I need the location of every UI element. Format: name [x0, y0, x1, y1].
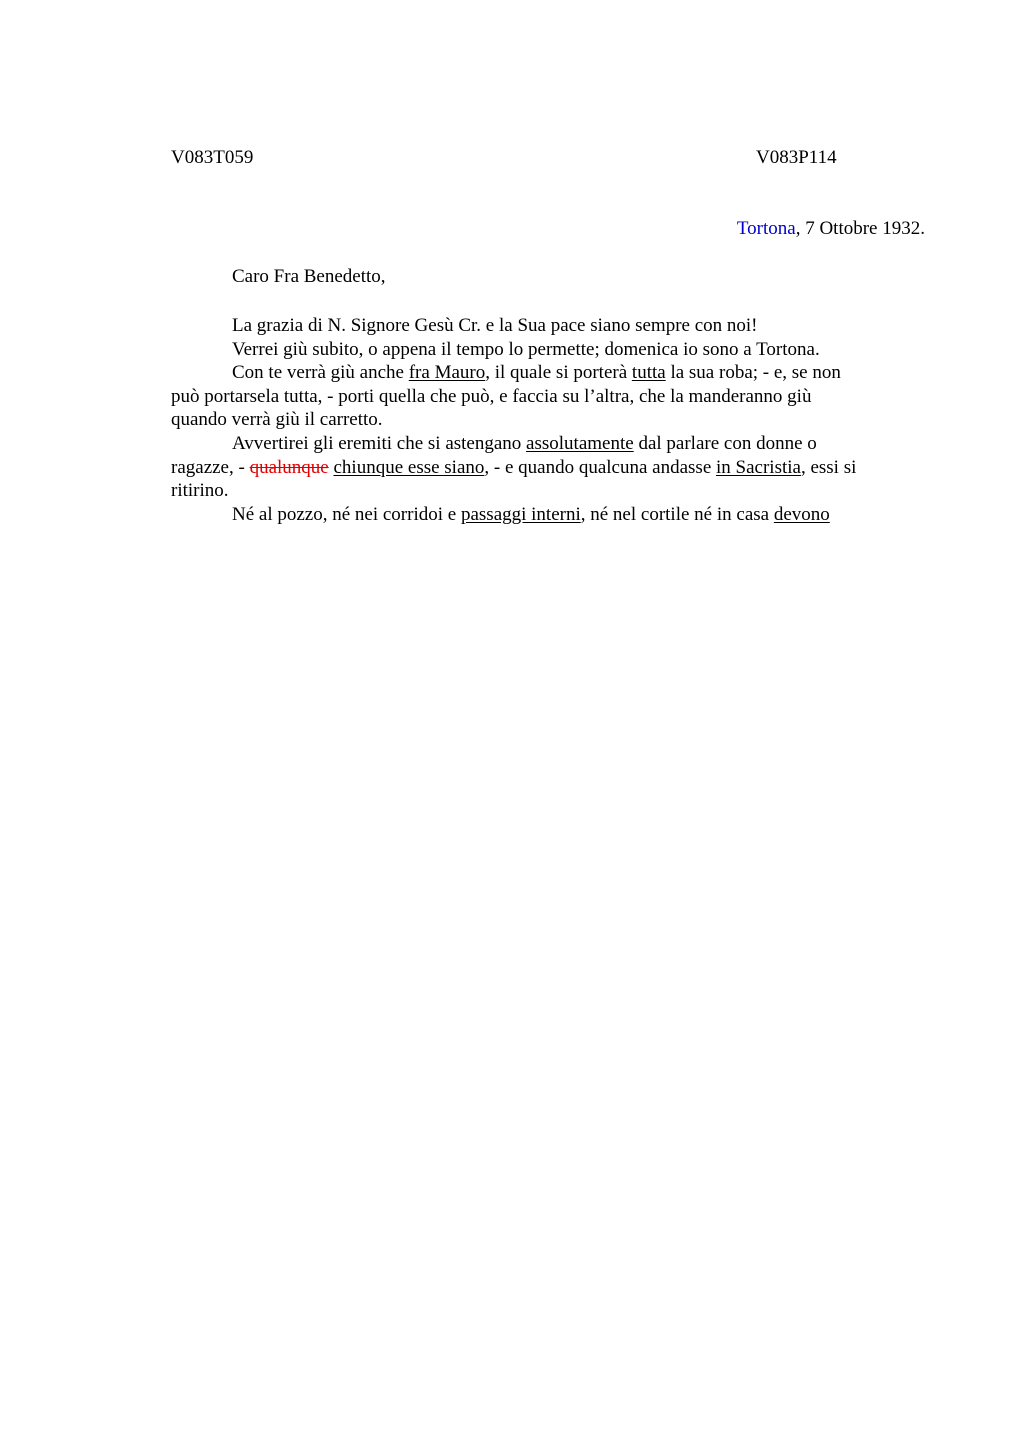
- paragraph-continuation: [171, 456, 931, 480]
- text-segment: , essi si: [800, 456, 857, 478]
- underlined-text: tutta: [631, 362, 666, 384]
- text-segment: Né al pozzo, né nei corridoi e: [232, 503, 461, 525]
- paragraph-greeting: [171, 314, 931, 338]
- paragraph-continuation: ritirino.: [171, 480, 229, 502]
- place-name: Tortona: [736, 218, 796, 239]
- text-segment: Con te verrà giù anche: [232, 362, 409, 384]
- paragraph-text: La grazia di N. Signore Gesù Cr. e la Sua pace siano sempre con noi!: [232, 315, 758, 336]
- underlined-text: assolutamente: [526, 432, 634, 454]
- underlined-text: fra Mauro: [408, 362, 486, 384]
- paragraph-continuation: quando verrà giù il carretto.: [171, 409, 383, 431]
- underlined-text: in Sacristia: [716, 456, 801, 478]
- text-segment: , il quale si porterà: [485, 362, 632, 384]
- paragraph-continuation: può portarsela tutta, - porti quella che può, e faccia su l’altra, che la manderanno giù: [171, 385, 812, 407]
- underlined-text: chiunque esse siano: [333, 456, 485, 478]
- deleted-text: qualunque: [249, 456, 329, 478]
- underlined-text: devono: [773, 503, 830, 525]
- text-segment: , - e quando qualcuna andasse: [484, 456, 716, 478]
- paragraph-eremiti: [171, 432, 931, 456]
- paragraph-text: Verrei giù subito, o appena il tempo lo permette; domenica io sono a Tortona.: [232, 338, 820, 360]
- text-segment: Avvertirei gli eremiti che si astengano: [232, 432, 527, 454]
- reference-code-left: V083T059: [171, 147, 254, 168]
- paragraph-pozzo: [171, 503, 931, 527]
- text-segment: ragazze, -: [171, 456, 250, 478]
- text-segment: dal parlare con donne o: [633, 432, 817, 454]
- paragraph-fra-mauro: [171, 361, 931, 385]
- paragraph-arrival: [171, 338, 931, 362]
- letter-body: [171, 314, 931, 526]
- text-segment: , né nel cortile né in casa: [580, 503, 774, 525]
- text-segment: la sua roba; - e, se non: [665, 362, 841, 384]
- reference-code-right: V083P114: [756, 147, 837, 168]
- letter-date: , 7 Ottobre 1932.: [795, 218, 925, 239]
- dateline: [737, 218, 925, 240]
- underlined-text: passaggi interni: [460, 503, 581, 525]
- salutation: Caro Fra Benedetto,: [232, 266, 386, 287]
